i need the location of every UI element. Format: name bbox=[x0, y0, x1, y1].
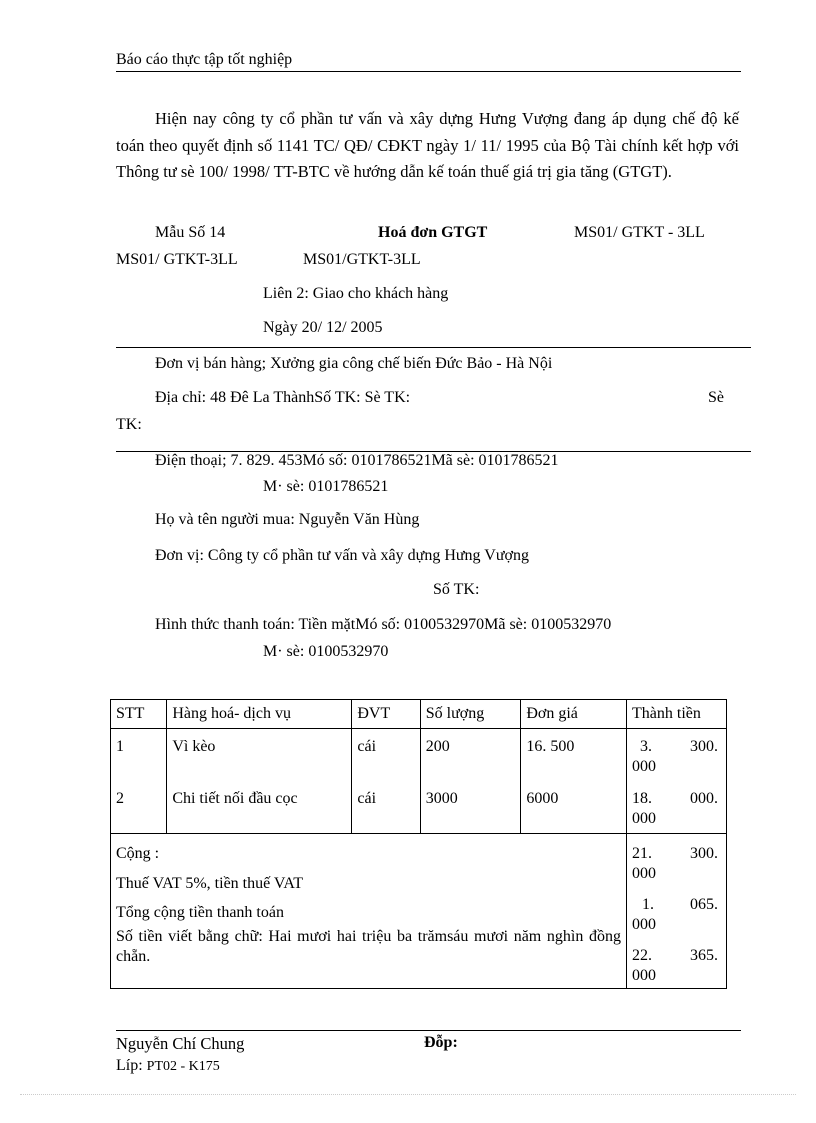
table-header-row bbox=[111, 700, 727, 729]
invoice-title: Hoá đơn GTGT bbox=[378, 224, 488, 241]
row-item: Vì kèo bbox=[172, 738, 216, 755]
row-qty: 3000 bbox=[425, 790, 458, 807]
page-header-title: Báo cáo thực tập tốt nghiệp bbox=[116, 51, 293, 68]
amount-part: 1. bbox=[642, 896, 654, 913]
amount-part: 000 bbox=[632, 967, 656, 984]
row-qty: 200 bbox=[425, 738, 450, 755]
amount-part: 000. bbox=[690, 790, 718, 807]
table-row bbox=[111, 729, 727, 834]
amount-part: 300. bbox=[690, 845, 718, 862]
seller-phone: Điện thoại; 7. 829. 453Mó số: 0101786521Mã sè: 0101786521 bbox=[155, 452, 559, 469]
buyer-account: Số TK: bbox=[433, 581, 480, 598]
subtotal-label: Cộng : bbox=[116, 845, 160, 862]
vat-amount bbox=[632, 895, 718, 946]
form-code-2b: MS01/GTKT-3LL bbox=[303, 251, 421, 268]
amount-part: 000 bbox=[632, 758, 656, 775]
invoice-rule-1 bbox=[116, 347, 751, 348]
amount-part: 000 bbox=[632, 865, 656, 882]
row-unit: cái bbox=[357, 738, 377, 755]
buyer-name: Họ và tên người mua: Nguyễn Văn Hùng bbox=[155, 511, 420, 528]
header-qty: Số lượng bbox=[420, 700, 521, 729]
header-stt: STT bbox=[111, 700, 167, 729]
invoice-date: Ngày 20/ 12/ 2005 bbox=[263, 319, 383, 336]
header-price: Đơn giá bbox=[521, 700, 627, 729]
amount-part: 18. bbox=[632, 790, 652, 807]
buyer-unit: Đơn vị: Công ty cổ phần tư vấn và xây dựng Hưng Vượng bbox=[155, 547, 529, 564]
footer-class bbox=[116, 1057, 220, 1075]
amount-part: 3. bbox=[640, 738, 652, 755]
intro-paragraph: Hiện nay công ty cổ phần tư vấn và xây dựng Hưng Vượng đang áp dụng chế độ kế toán theo quyết định số 1141 TC/ QĐ/ CĐKT ngày 1/ 11/ 1995 của Bộ Tài chính kết hợp với Thông tư sè 100/ 1998/ TT-BTC về hướng dẫn kế toán thuế giá trị gia tăng (GTGT). bbox=[116, 109, 739, 181]
page-bottom-edge bbox=[20, 1094, 796, 1095]
footer-rule bbox=[116, 1030, 741, 1031]
amount-part: 000 bbox=[632, 810, 656, 827]
header-amount: Thành tiền bbox=[627, 700, 727, 729]
footer-page-label: Đỗp: bbox=[424, 1034, 458, 1051]
row-stt: 1 bbox=[116, 738, 124, 755]
seller-address: Địa chỉ: 48 Đê La ThànhSố TK: Sè TK: bbox=[155, 389, 411, 406]
footer-author: Nguyễn Chí Chung bbox=[116, 1034, 245, 1053]
seller-tax-code: M· sè: 0101786521 bbox=[263, 478, 389, 495]
form-number: Mẫu Số 14 bbox=[155, 224, 226, 241]
amount-part: 000 bbox=[632, 916, 656, 933]
amount-part: 365. bbox=[690, 947, 718, 964]
row-unit: cái bbox=[357, 790, 377, 807]
row-item: Chi tiết nối đầu cọc bbox=[172, 790, 298, 807]
amount-in-words: Số tiền viết bằng chữ: Hai mươi hai triệu ba trămsáu mươi năm nghìn đồng chẵn. bbox=[116, 928, 621, 965]
amount-part: 065. bbox=[690, 896, 718, 913]
amount-part: 21. bbox=[632, 845, 652, 862]
footer-class-value: PT02 - K175 bbox=[146, 1059, 220, 1074]
totals-row bbox=[111, 834, 727, 989]
form-code-right: MS01/ GTKT - 3LL bbox=[574, 224, 705, 241]
payment-method: Hình thức thanh toán: Tiền mặtMó số: 0100532970Mã sè: 0100532970 bbox=[155, 616, 612, 633]
buyer-tax-code: M· sè: 0100532970 bbox=[263, 643, 389, 660]
header-item: Hàng hoá- dịch vụ bbox=[167, 700, 352, 729]
amount-part: 300. bbox=[690, 738, 718, 755]
seller-address-wrap: TK: bbox=[116, 416, 142, 433]
grand-total-amount bbox=[632, 946, 718, 986]
invoice-copy: Liên 2: Giao cho khách hàng bbox=[263, 285, 449, 302]
amount-part: 22. bbox=[632, 947, 652, 964]
header-unit: ĐVT bbox=[352, 700, 420, 729]
row-stt: 2 bbox=[116, 790, 124, 807]
row-price: 16. 500 bbox=[526, 738, 575, 755]
footer-class-label: Líp: bbox=[116, 1057, 143, 1074]
subtotal-amount bbox=[632, 844, 718, 895]
vat-label: Thuế VAT 5%, tiền thuế VAT bbox=[116, 875, 303, 892]
row-price: 6000 bbox=[526, 790, 559, 807]
form-code-2a: MS01/ GTKT-3LL bbox=[116, 251, 238, 268]
invoice-table bbox=[110, 699, 727, 989]
header-rule bbox=[116, 71, 741, 72]
seller-address-right: Sè bbox=[708, 389, 724, 406]
row-amount bbox=[632, 789, 718, 829]
grand-total-label: Tổng cộng tiền thanh toán bbox=[116, 904, 284, 921]
row-amount bbox=[632, 737, 718, 789]
seller-unit: Đơn vị bán hàng; Xưởng gia công chế biến Đức Bảo - Hà Nội bbox=[155, 355, 553, 372]
